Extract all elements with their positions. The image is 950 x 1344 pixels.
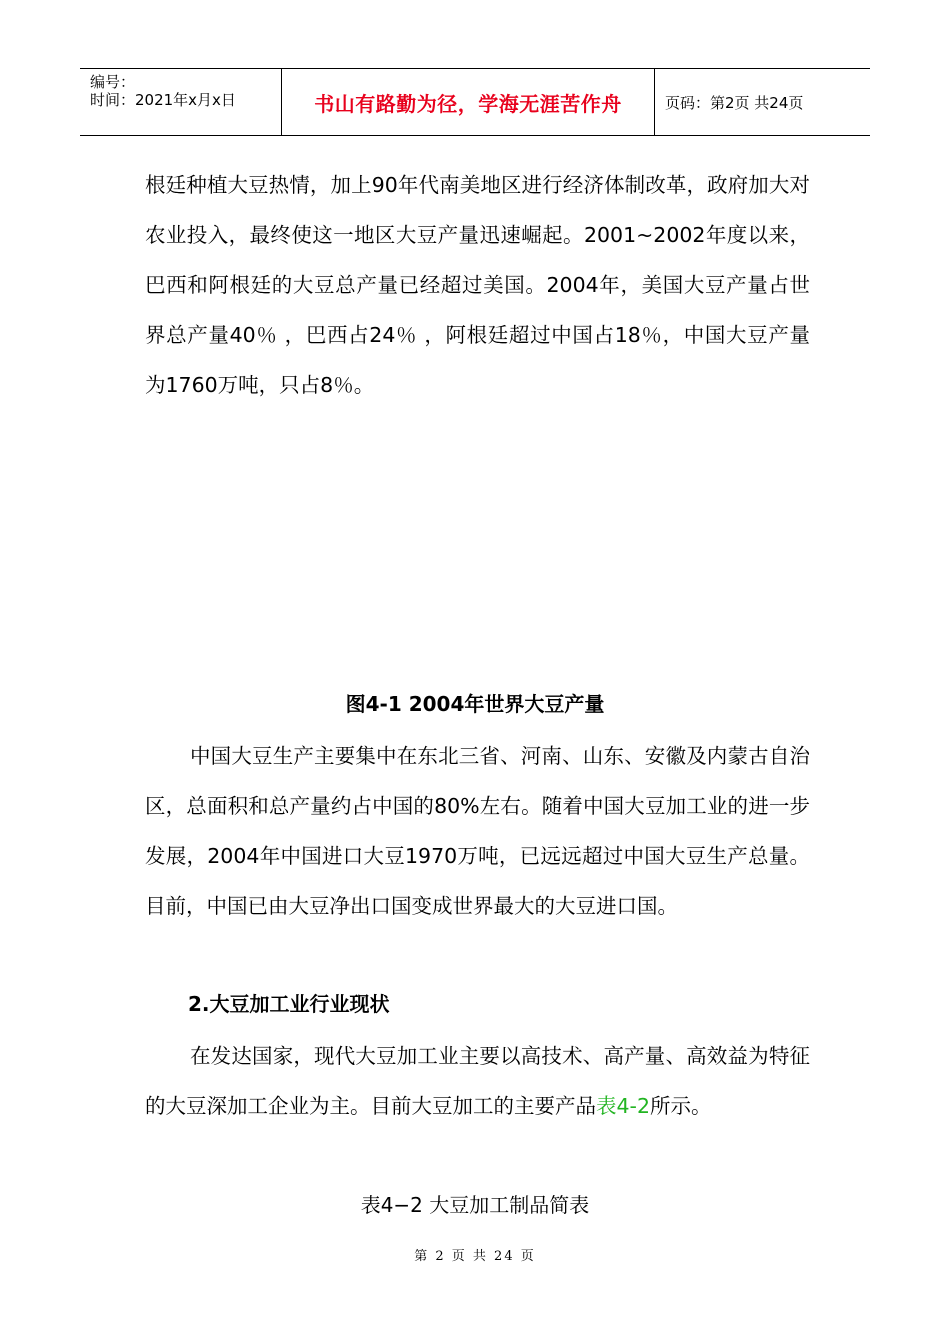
header-meta-cell (80, 69, 282, 135)
page-number-label: 页码：第2页 共24页 (665, 93, 804, 112)
body-paragraph-3 (145, 1031, 810, 1131)
motto-text: 书山有路勤为径，学海无涯苦作舟 (314, 91, 622, 116)
figure-caption: 图4-1 2004年世界大豆产量 (345, 692, 605, 716)
serial-number-label: 编号： (90, 73, 136, 91)
page-footer: 第 2 页 共 24 页 (414, 1249, 536, 1264)
header-motto-cell (282, 69, 655, 135)
document-header (80, 68, 870, 136)
body-paragraph-2: 中国大豆生产主要集中在东北三省、河南、山东、安徽及内蒙古自治区，总面积和总产量约占中国的80%左右。随着中国大豆加工业的进一步发展，2004年中国进口大豆1970万吨，已远远超过中国大豆生产总量。目前，中国已由大豆净出口国变成世界最大的大豆进口国。 (145, 744, 810, 918)
body-paragraph-1: 根廷种植大豆热情，加上90年代南美地区进行经济体制改革，政府加大对农业投入，最终使这一地区大豆产量迅速崛起。2001~2002年度以来，巴西和阿根廷的大豆总产量已经超过美国。2004年，美国大豆产量占世界总产量40％ ，巴西占24％ ，阿根廷超过中国占18％，中国大豆产量为1760万吨，只占8％。 (145, 173, 810, 397)
section-heading: 2.大豆加工业行业现状 (188, 992, 390, 1016)
table-caption: 表4−2 大豆加工制品简表 (360, 1193, 590, 1217)
table-reference-link[interactable]: 表4-2 (596, 1094, 650, 1118)
paragraph-3-tail: 所示。 (649, 1094, 712, 1118)
header-page-cell (655, 69, 870, 135)
paragraph-3-text: 在发达国家，现代大豆加工业主要以高技术、高产量、高效益为特征的大豆深加工企业为主。目前大豆加工的主要产品 (145, 1044, 810, 1118)
date-label: 时间：2021年x月x日 (90, 91, 236, 109)
